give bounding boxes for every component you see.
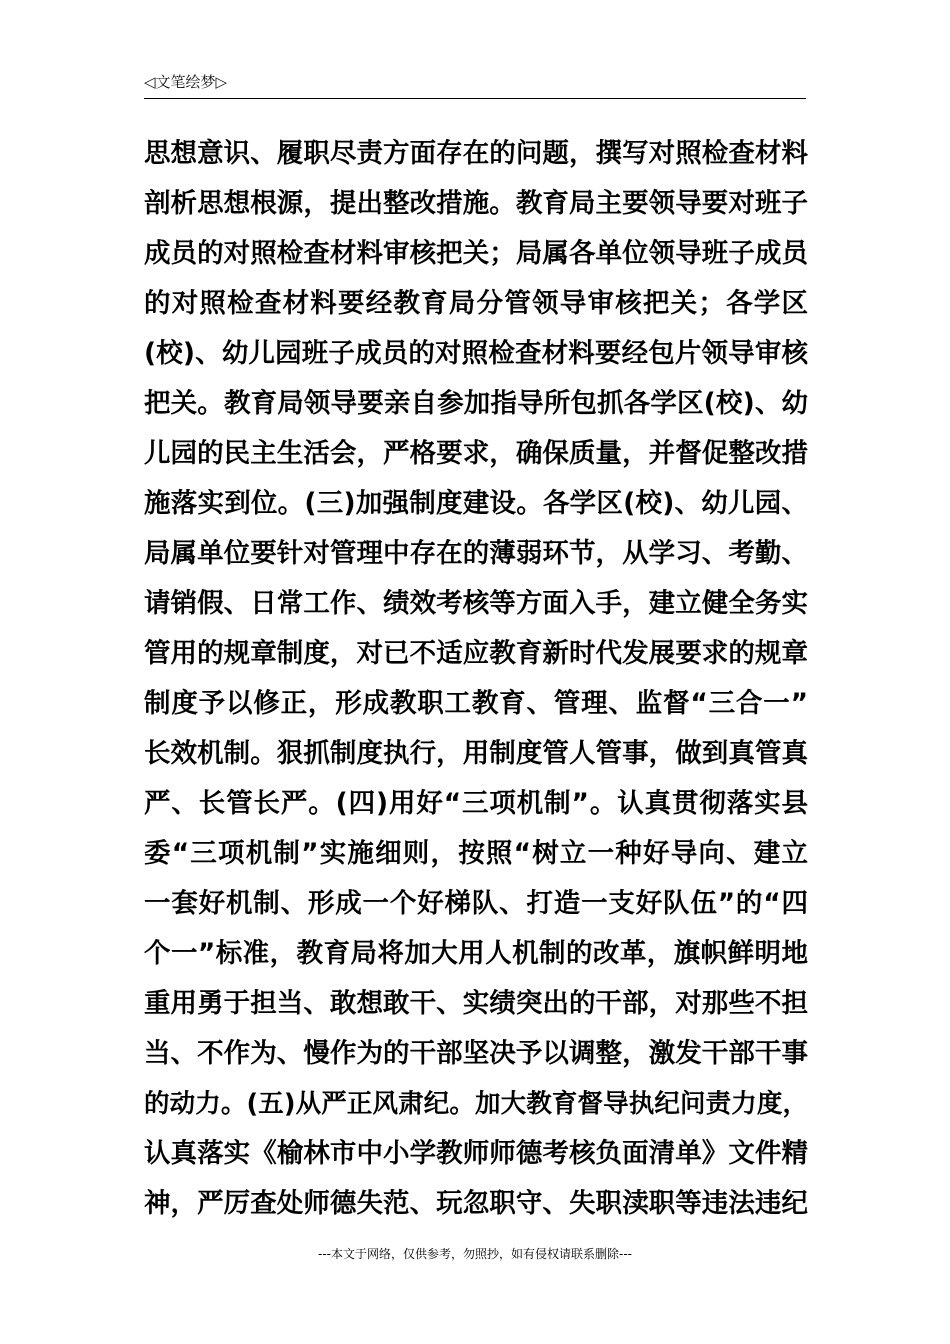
header-title: ◁文笔绘梦▷ [144, 73, 228, 91]
body-line: 儿园的民主生活会，严格要求，确保质量，并督促整改措 [144, 438, 808, 469]
body-line: 施落实到位。(三)加强制度建设。各学区(校)、幼儿园、 [144, 488, 808, 519]
body-line: 管用的规章制度，对已不适应教育新时代发展要求的规章 [144, 638, 808, 669]
body-line: 一套好机制、形成一个好梯队、打造一支好队伍”的“四 [144, 888, 808, 919]
body-line: 重用勇于担当、敢想敢干、实绩突出的干部，对那些不担 [144, 988, 808, 1019]
body-line: 当、不作为、慢作为的干部坚决予以调整，激发干部干事 [144, 1038, 808, 1069]
page-footer: ---本文于网络，仅供参考，勿照抄，如有侵权请联系删除--- [318, 1247, 632, 1261]
body-line: 长效机制。狠抓制度执行，用制度管人管事，做到真管真 [144, 738, 808, 769]
body-line: 的动力。(五)从严正风肃纪。加大教育督导执纪问责力度， [144, 1089, 808, 1119]
body-line: 严、长管长严。(四)用好“三项机制”。认真贯彻落实县 [144, 788, 808, 819]
document-body [144, 129, 808, 1229]
body-line: 请销假、日常工作、绩效考核等方面入手，建立健全务实 [144, 588, 808, 619]
body-line: 把关。教育局领导要亲自参加指导所包抓各学区(校)、幼 [144, 388, 808, 419]
page-header [144, 70, 806, 99]
body-line: (校)、幼儿园班子成员的对照检查材料要经包片领导审核 [144, 338, 808, 369]
body-line: 思想意识、履职尽责方面存在的问题，撰写对照检查材料 [144, 138, 808, 169]
body-line: 剖析思想根源，提出整改措施。教育局主要领导要对班子 [144, 188, 808, 219]
body-line: 成员的对照检查材料审核把关；局属各单位领导班子成员 [144, 238, 808, 269]
body-line: 的对照检查材料要经教育局分管领导审核把关；各学区 [144, 288, 808, 319]
body-line: 委“三项机制”实施细则，按照“树立一种好导向、建立 [144, 838, 808, 869]
body-line: 个一”标准，教育局将加大用人机制的改革，旗帜鲜明地 [144, 938, 808, 969]
body-line: 神，严厉查处师德失范、玩忽职守、失职渎职等违法违纪 [144, 1188, 808, 1219]
body-line: 局属单位要针对管理中存在的薄弱环节，从学习、考勤、 [144, 538, 808, 569]
body-line: 认真落实《榆林市中小学教师师德考核负面清单》文件精 [144, 1138, 808, 1169]
body-line: 制度予以修正，形成教职工教育、管理、监督“三合一” [144, 688, 808, 719]
